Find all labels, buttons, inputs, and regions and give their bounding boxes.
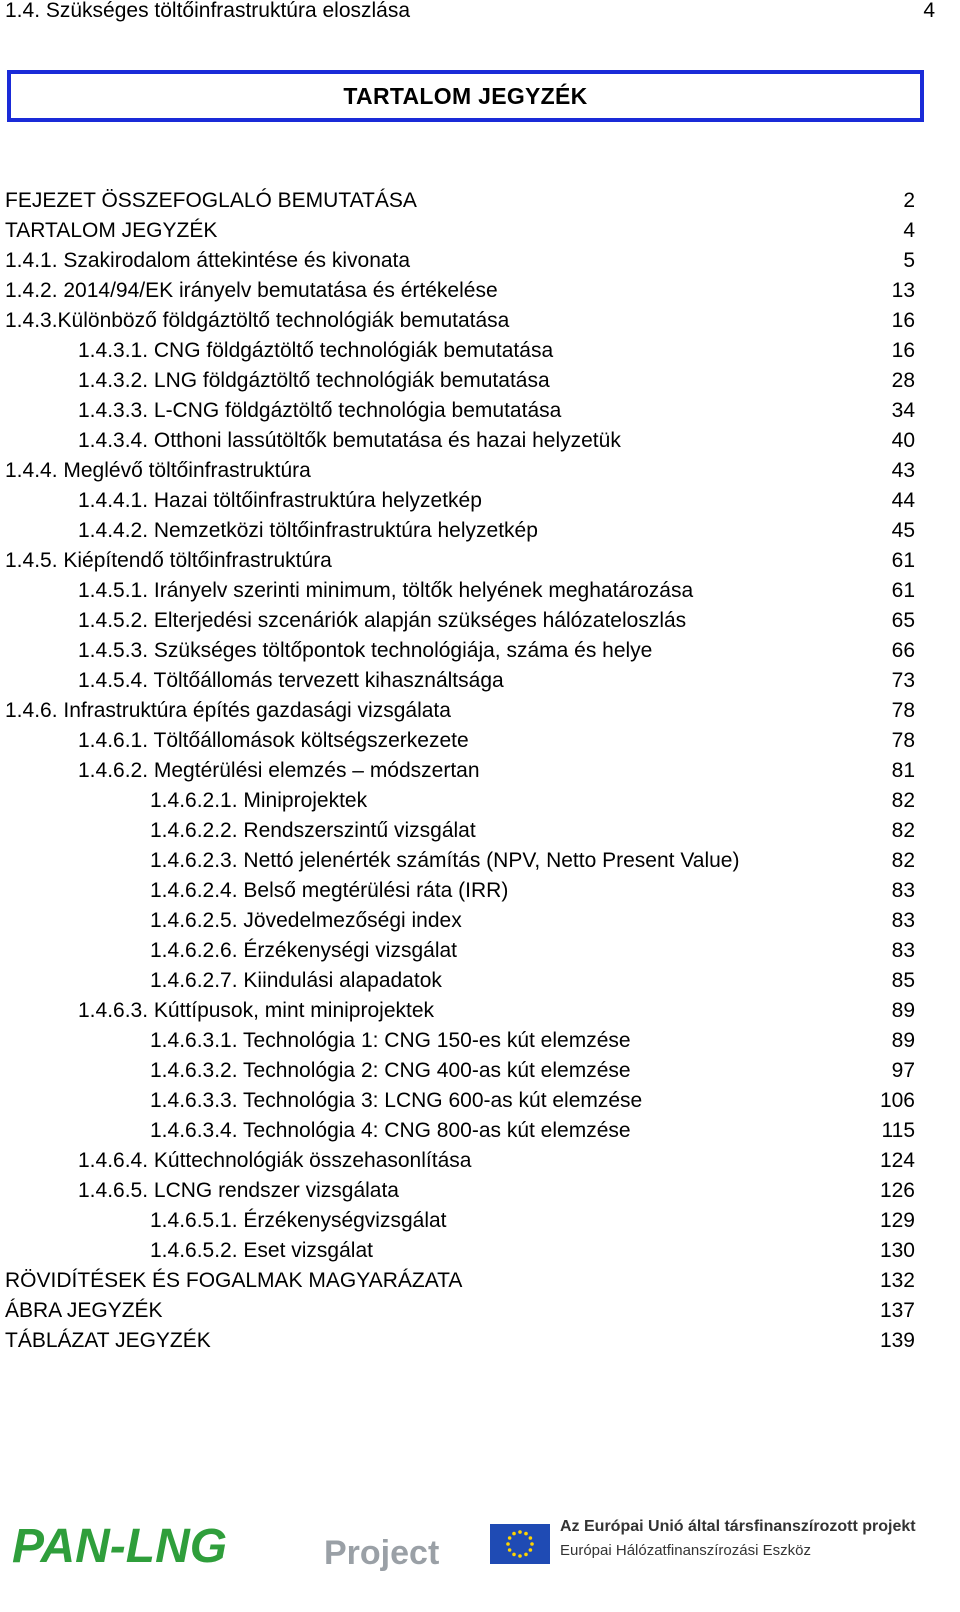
toc-entry-page: 4 bbox=[903, 219, 915, 242]
toc-entry[interactable] bbox=[5, 636, 915, 666]
toc-entry[interactable] bbox=[5, 516, 915, 546]
toc-entry-label: 1.4.3.Különböző földgáztöltő technológiák bemutatása bbox=[5, 309, 510, 332]
toc-entry[interactable] bbox=[5, 306, 915, 336]
toc-entry[interactable] bbox=[5, 1026, 915, 1056]
toc-entry-label: 1.4.4.2. Nemzetközi töltőinfrastruktúra helyzetkép bbox=[78, 519, 538, 542]
toc-entry[interactable] bbox=[5, 216, 915, 246]
eu-facility-text: Európai Hálózatfinanszírozási Eszköz bbox=[560, 1542, 811, 1559]
eu-star bbox=[508, 1536, 512, 1540]
toc-entry[interactable] bbox=[5, 1086, 915, 1116]
toc-entry-page: 65 bbox=[891, 609, 915, 632]
toc-entry-label: 1.4.6. Infrastruktúra építés gazdasági vizsgálata bbox=[5, 699, 451, 722]
toc-entry-page: 61 bbox=[891, 579, 915, 602]
toc-entry-label: 1.4.5. Kiépítendő töltőinfrastruktúra bbox=[5, 549, 332, 572]
toc-entry-page: 97 bbox=[891, 1059, 915, 1082]
toc-entry-label: 1.4.6.5. LCNG rendszer vizsgálata bbox=[78, 1179, 399, 1202]
toc-entry[interactable] bbox=[5, 696, 915, 726]
pan-lng-logo-text: PAN-LNG bbox=[12, 1520, 228, 1572]
toc-entry[interactable] bbox=[5, 666, 915, 696]
toc-entry-label: 1.4.6.2. Megtérülési elemzés – módszertan bbox=[78, 759, 480, 782]
toc-entry[interactable] bbox=[5, 846, 915, 876]
toc-entry[interactable] bbox=[5, 996, 915, 1026]
toc-entry[interactable] bbox=[5, 246, 915, 276]
toc-entry-label: RÖVIDÍTÉSEK ÉS FOGALMAK MAGYARÁZATA bbox=[5, 1269, 463, 1292]
toc-entry-page: 81 bbox=[891, 759, 915, 782]
toc-title-box bbox=[7, 70, 924, 122]
toc-entry-label: 1.4.6.2.3. Nettó jelenérték számítás (NPV, Netto Present Value) bbox=[150, 849, 740, 872]
toc-entry-label: TARTALOM JEGYZÉK bbox=[5, 219, 218, 242]
toc-entry[interactable] bbox=[5, 486, 915, 516]
toc-entry-label: 1.4.6.5.1. Érzékenységvizsgálat bbox=[150, 1209, 447, 1232]
toc-entry-page: 44 bbox=[891, 489, 915, 512]
toc-title: TARTALOM JEGYZÉK bbox=[343, 82, 588, 109]
toc-entry[interactable] bbox=[5, 276, 915, 306]
toc-entry-label: 1.4.4. Meglévő töltőinfrastruktúra bbox=[5, 459, 311, 482]
running-header-title: 1.4. Szükséges töltőinfrastruktúra eloszlása bbox=[5, 0, 411, 22]
toc-entry-label: 1.4.5.3. Szükséges töltőpontok technológiája, száma és helye bbox=[78, 639, 653, 662]
toc-entry-page: 137 bbox=[879, 1299, 915, 1322]
toc-entry-page: 129 bbox=[879, 1209, 915, 1232]
footer bbox=[0, 1500, 960, 1612]
toc-entry[interactable] bbox=[5, 1176, 915, 1206]
toc-entry-label: 1.4.6.2.4. Belső megtérülési ráta (IRR) bbox=[150, 879, 509, 902]
toc-entry-page: 66 bbox=[891, 639, 915, 662]
eu-star bbox=[512, 1532, 516, 1536]
toc-entry-page: 130 bbox=[879, 1239, 915, 1262]
toc-entry-page: 83 bbox=[891, 879, 915, 902]
toc-entry[interactable] bbox=[5, 576, 915, 606]
toc-entry[interactable] bbox=[5, 876, 915, 906]
toc-entry-page: 139 bbox=[879, 1329, 915, 1352]
toc-entry-label: 1.4.3.1. CNG földgáztöltő technológiák bemutatása bbox=[78, 339, 554, 362]
toc-entry[interactable] bbox=[5, 906, 915, 936]
toc-entry-page: 106 bbox=[879, 1089, 915, 1112]
toc-entry[interactable] bbox=[5, 1116, 915, 1146]
toc-entry-page: 83 bbox=[891, 939, 915, 962]
toc-entry[interactable] bbox=[5, 726, 915, 756]
toc-entry-label: 1.4.6.3.1. Technológia 1: CNG 150-es kút elemzése bbox=[150, 1029, 631, 1052]
eu-cofinance-text: Az Európai Unió által társfinanszírozott projekt bbox=[560, 1518, 916, 1535]
eu-star bbox=[529, 1536, 533, 1540]
toc-entry[interactable] bbox=[5, 1236, 915, 1266]
eu-star bbox=[524, 1532, 528, 1536]
toc-entry[interactable] bbox=[5, 1206, 915, 1236]
eu-star bbox=[524, 1553, 528, 1557]
toc-entry-page: 2 bbox=[903, 189, 915, 212]
toc-entry-label: FEJEZET ÖSSZEFOGLALÓ BEMUTATÁSA bbox=[5, 189, 417, 212]
toc-entry[interactable] bbox=[5, 186, 915, 216]
eu-star bbox=[530, 1542, 534, 1546]
toc-entry-label: 1.4.6.2.2. Rendszerszintű vizsgálat bbox=[150, 819, 476, 842]
toc-entry-page: 126 bbox=[879, 1179, 915, 1202]
toc-entry[interactable] bbox=[5, 366, 915, 396]
toc-entry-label: 1.4.6.3.4. Technológia 4: CNG 800-as kút elemzése bbox=[150, 1119, 631, 1142]
toc-entry-page: 132 bbox=[879, 1269, 915, 1292]
toc-entry[interactable] bbox=[5, 426, 915, 456]
toc-entry-page: 89 bbox=[891, 999, 915, 1022]
toc-entry[interactable] bbox=[5, 936, 915, 966]
toc-entry-label: 1.4.6.1. Töltőállomások költségszerkezete bbox=[78, 729, 469, 752]
toc-entry-label: TÁBLÁZAT JEGYZÉK bbox=[5, 1329, 211, 1352]
toc-entry[interactable] bbox=[5, 1146, 915, 1176]
toc-entry[interactable] bbox=[5, 1326, 915, 1356]
toc-entry-label: 1.4.4.1. Hazai töltőinfrastruktúra helyzetkép bbox=[78, 489, 482, 512]
toc-entry-page: 78 bbox=[891, 729, 915, 752]
eu-star bbox=[512, 1553, 516, 1557]
toc-entry-page: 89 bbox=[891, 1029, 915, 1052]
toc-entry-label: 1.4.3.3. L-CNG földgáztöltő technológia bemutatása bbox=[78, 399, 562, 422]
pan-lng-project-logo bbox=[12, 1512, 442, 1572]
toc-entry-page: 16 bbox=[891, 309, 915, 332]
toc-entry[interactable] bbox=[5, 1296, 915, 1326]
toc-entry[interactable] bbox=[5, 786, 915, 816]
eu-flag-icon bbox=[490, 1524, 550, 1564]
toc-entry[interactable] bbox=[5, 756, 915, 786]
toc-entry[interactable] bbox=[5, 816, 915, 846]
eu-star bbox=[506, 1542, 510, 1546]
toc-entry-page: 34 bbox=[891, 399, 915, 422]
toc-entry-label: 1.4.6.3.3. Technológia 3: LCNG 600-as kút elemzése bbox=[150, 1089, 643, 1112]
toc-entry-label: 1.4.6.4. Kúttechnológiák összehasonlítása bbox=[78, 1149, 472, 1172]
toc-entry-page: 43 bbox=[891, 459, 915, 482]
toc-entry-label: 1.4.2. 2014/94/EK irányelv bemutatása és értékelése bbox=[5, 279, 498, 302]
toc-entry-page: 82 bbox=[891, 849, 915, 872]
toc-entry[interactable] bbox=[5, 336, 915, 366]
toc-entry-page: 61 bbox=[891, 549, 915, 572]
toc-entry-page: 16 bbox=[891, 339, 915, 362]
toc-entry-label: 1.4.6.2.6. Érzékenységi vizsgálat bbox=[150, 939, 458, 962]
toc-entry-label: 1.4.5.4. Töltőállomás tervezett kihasználtsága bbox=[78, 669, 504, 692]
toc-entry-page: 5 bbox=[903, 249, 915, 272]
pan-lng-logo-suffix: Project bbox=[324, 1534, 440, 1572]
running-header bbox=[5, 0, 935, 24]
toc-entry-page: 83 bbox=[891, 909, 915, 932]
toc-entry[interactable] bbox=[5, 546, 915, 576]
toc-entry-page: 82 bbox=[891, 789, 915, 812]
toc-entry-page: 13 bbox=[891, 279, 915, 302]
toc-entry-label: 1.4.3.2. LNG földgáztöltő technológiák bemutatása bbox=[78, 369, 550, 392]
toc-entry-label: 1.4.5.1. Irányelv szerinti minimum, töltők helyének meghatározása bbox=[78, 579, 694, 602]
toc-entry-label: 1.4.6.2.5. Jövedelmezőségi index bbox=[150, 909, 462, 932]
toc-entry[interactable] bbox=[5, 456, 915, 486]
toc-entry-label: 1.4.3.4. Otthoni lassútöltők bemutatása és hazai helyzetük bbox=[78, 429, 621, 452]
toc-entry[interactable] bbox=[5, 1056, 915, 1086]
toc-entry-page: 82 bbox=[891, 819, 915, 842]
eu-star bbox=[518, 1554, 522, 1558]
table-of-contents bbox=[5, 186, 915, 1356]
toc-entry-label: ÁBRA JEGYZÉK bbox=[5, 1299, 163, 1322]
toc-entry-page: 40 bbox=[891, 429, 915, 452]
eu-star bbox=[508, 1548, 512, 1552]
toc-entry-label: 1.4.6.2.7. Kiindulási alapadatok bbox=[150, 969, 442, 992]
toc-entry-page: 28 bbox=[891, 369, 915, 392]
toc-entry-label: 1.4.6.3.2. Technológia 2: CNG 400-as kút elemzése bbox=[150, 1059, 631, 1082]
eu-star bbox=[518, 1530, 522, 1534]
toc-entry-page: 85 bbox=[891, 969, 915, 992]
toc-entry-page: 78 bbox=[891, 699, 915, 722]
toc-entry-label: 1.4.6.2.1. Miniprojektek bbox=[150, 789, 368, 812]
toc-entry[interactable] bbox=[5, 966, 915, 996]
toc-entry[interactable] bbox=[5, 1266, 915, 1296]
toc-entry-label: 1.4.5.2. Elterjedési szcenáriók alapján szükséges hálózateloszlás bbox=[78, 609, 687, 632]
eu-star bbox=[529, 1548, 533, 1552]
toc-entry-label: 1.4.6.3. Kúttípusok, mint miniprojektek bbox=[78, 999, 435, 1022]
running-header-page: 4 bbox=[923, 0, 935, 22]
toc-entry-page: 115 bbox=[881, 1119, 915, 1142]
toc-entry-label: 1.4.6.5.2. Eset vizsgálat bbox=[150, 1239, 373, 1262]
eu-cofinance-block bbox=[490, 1512, 940, 1572]
toc-entry-page: 73 bbox=[891, 669, 915, 692]
toc-entry-label: 1.4.1. Szakirodalom áttekintése és kivonata bbox=[5, 249, 411, 272]
toc-entry[interactable] bbox=[5, 396, 915, 426]
toc-entry[interactable] bbox=[5, 606, 915, 636]
toc-entry-page: 124 bbox=[879, 1149, 915, 1172]
toc-entry-page: 45 bbox=[891, 519, 915, 542]
